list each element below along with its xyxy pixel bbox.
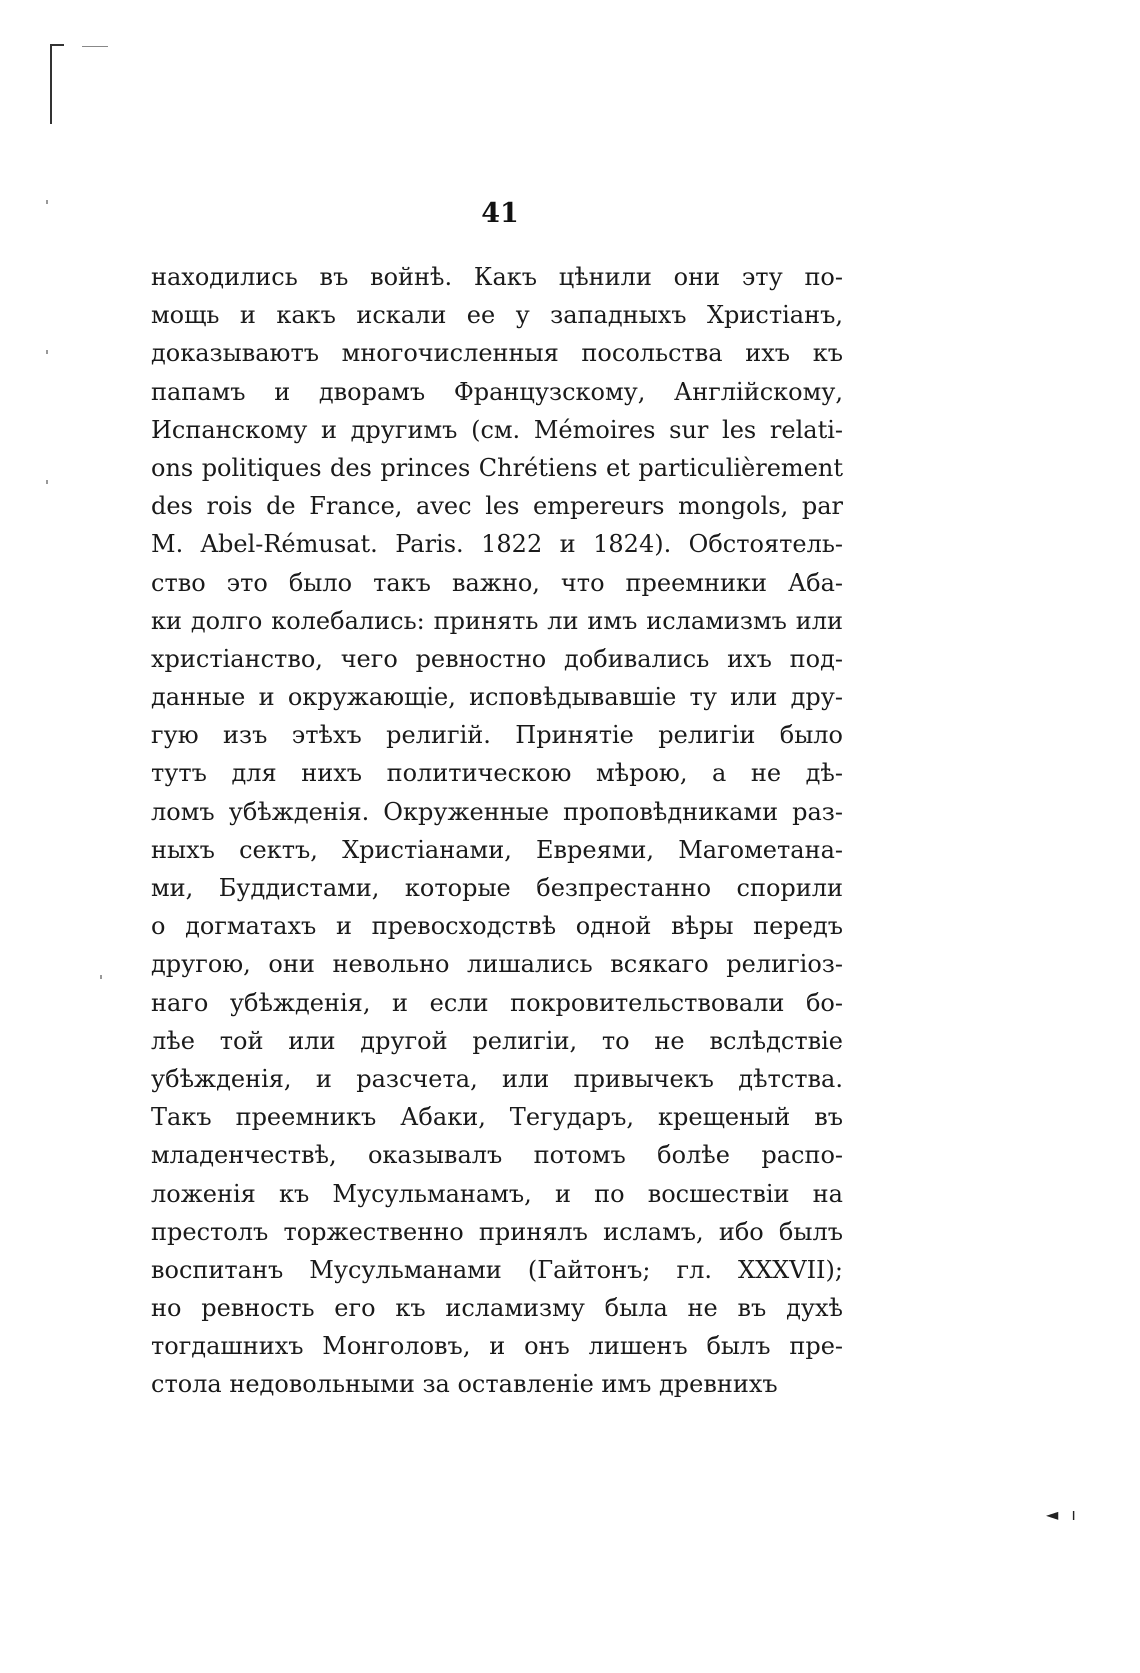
text-line: младенчествѣ, оказывалъ потомъ болѣе распо-: [151, 1141, 843, 1170]
text-line: о догматахъ и превосходствѣ одной вѣры передъ: [151, 912, 843, 941]
text-line: M. Abel-Rémusat. Paris. 1822 и 1824). Обстоятель-: [151, 530, 843, 559]
text-line: Такъ преемникъ Абаки, Тегударъ, крещеный въ: [151, 1103, 843, 1132]
scan-arrow-mark: ◄ ı: [1046, 1505, 1080, 1524]
text-line: ки долго колебались: принять ли имъ исламизмъ или: [151, 606, 843, 635]
page-number: 41: [481, 198, 519, 229]
text-line: ломъ убѣжденія. Окруженные проповѣдниками раз-: [151, 797, 843, 826]
text-line: но ревность его къ исламизму была не въ духѣ: [151, 1294, 843, 1323]
text-line: христіанство, чего ревностно добивались ихъ под-: [151, 644, 843, 673]
text-line: Испанскому и другимъ (см. Mémoires sur les relati-: [151, 415, 843, 444]
text-line: убѣжденія, и разсчета, или привычекъ дѣтства.: [151, 1064, 843, 1093]
scan-speck: [46, 350, 48, 354]
scan-margin-bracket-top: [50, 44, 64, 46]
text-line: престолъ торжественно принялъ исламъ, ибо былъ: [151, 1217, 843, 1246]
body-text: [151, 258, 843, 1404]
text-line: папамъ и дворамъ Французскому, Англійскому,: [151, 377, 843, 406]
text-line: данные и окружающіе, исповѣдывавшіе ту или дру-: [151, 683, 843, 712]
text-line: доказываютъ многочисленныя посольства ихъ къ: [151, 339, 843, 368]
text-line: ство это было такъ важно, что преемники Аба-: [151, 568, 843, 597]
text-line: гую изъ этѣхъ религій. Принятіе религіи было: [151, 721, 843, 750]
text-line: воспитанъ Мусульманами (Гайтонъ; гл. XXXVII);: [151, 1255, 843, 1284]
scan-margin-bracket: [50, 44, 52, 124]
text-line: мощь и какъ искали ее у западныхъ Христіанъ,: [151, 301, 843, 330]
text-line: другою, они невольно лишались всякаго религіоз-: [151, 950, 843, 979]
text-line: ми, Буддистами, которые безпрестанно спорили: [151, 874, 843, 902]
text-line: стола недовольными за оставленіе имъ древнихъ: [151, 1370, 778, 1399]
text-line: наго убѣжденія, и если покровительствовали бо-: [151, 988, 843, 1017]
scan-speck: [100, 975, 102, 979]
text-line: ныхъ сектъ, Христіанами, Евреями, Магометана-: [151, 835, 843, 864]
text-line: des rois de France, avec les empereurs mongols, par: [151, 492, 843, 521]
text-line: тутъ для нихъ политическою мѣрою, а не дѣ-: [151, 759, 843, 788]
text-line: тогдашнихъ Монголовъ, и онъ лишенъ былъ пре-: [151, 1332, 843, 1361]
text-line: ons politiques des princes Chrétiens et particulièrement: [151, 453, 843, 482]
scan-margin-dash: [82, 46, 108, 47]
text-line: находились въ войнѣ. Какъ цѣнили они эту по-: [151, 263, 843, 291]
text-line: лѣе той или другой религіи, то не вслѣдствіе: [151, 1026, 843, 1055]
scan-speck: [46, 480, 48, 484]
text-line: ложенія къ Мусульманамъ, и по восшествіи на: [151, 1179, 843, 1208]
